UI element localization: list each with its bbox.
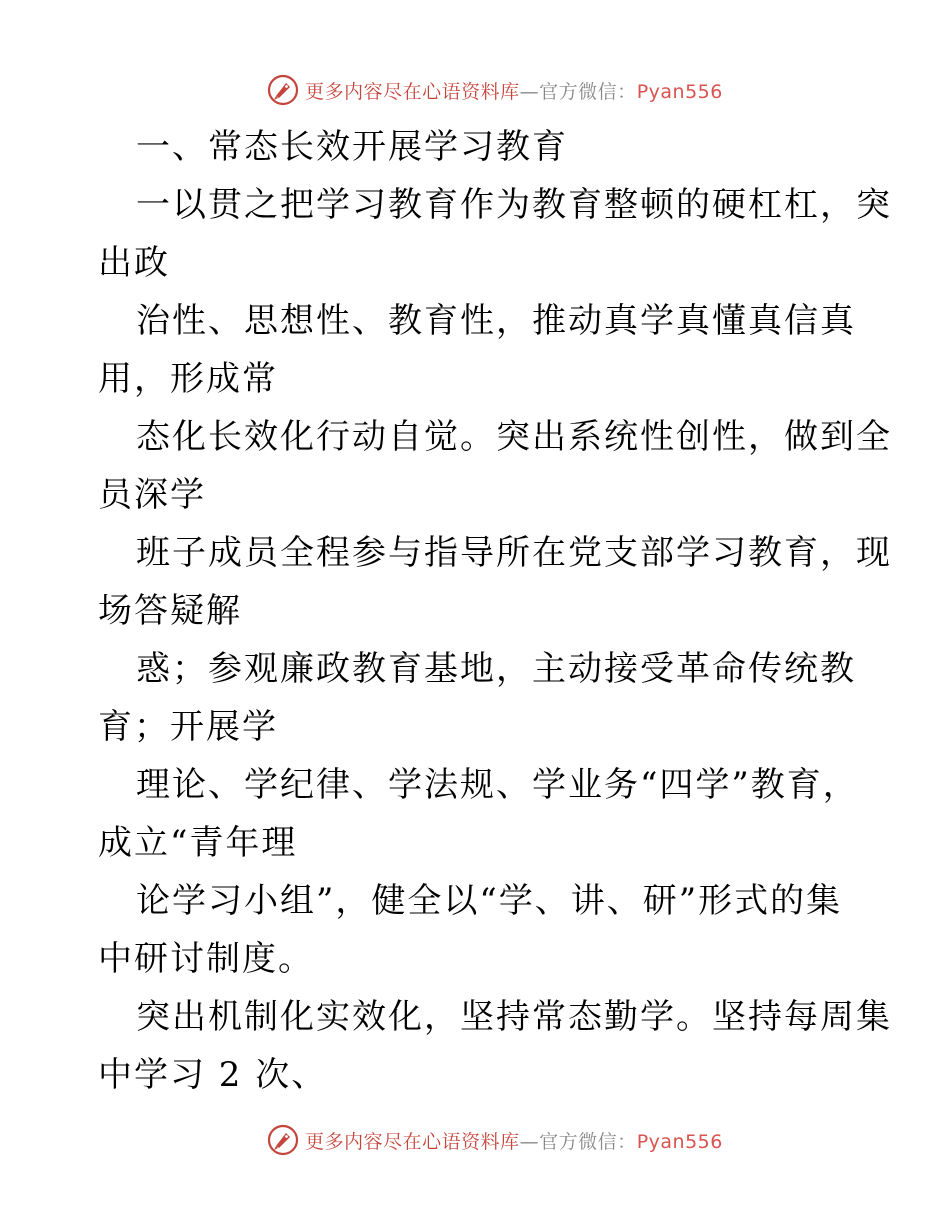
text-line: 突出机制化实效化，坚持常态勤学。坚持每周集 [136,997,892,1037]
text-line: 一以贯之把学习教育作为教育整顿的硬杠杠，突 [136,185,892,225]
footer-brand [305,1127,723,1154]
pen-nib-icon [267,74,299,106]
header-brand [305,77,723,104]
text-line: 治性、思想性、教育性，推动真学真懂真信真 [136,301,856,341]
text-line: 成立“青年理 [98,823,298,863]
footer-watermark [0,1120,950,1160]
footer-wechat-label: 官方微信： [539,1130,637,1153]
header-wechat-id: Pyan556 [636,80,723,103]
text-line: 中学习 2 次、 [98,1055,328,1095]
text-line: 论学习小组”，健全以“学、讲、研”形式的集 [136,881,843,921]
text-line: 中研讨制度。 [98,939,314,979]
footer-wechat-id: Pyan556 [636,1130,723,1153]
header-watermark [0,70,950,110]
text-line: 员深学 [98,475,206,515]
text-line: 出政 [98,243,170,283]
text-line: 理论、学纪律、学法规、学业务“四学”教育， [136,765,859,805]
text-line: 场答疑解 [98,591,242,631]
text-line: 育；开展学 [98,707,278,747]
pen-nib-icon [267,1124,299,1156]
footer-separator: — [519,1130,540,1153]
text-line: 态化长效化行动自觉。突出系统性创性，做到全 [136,417,892,457]
heading-line: 一、常态长效开展学习教育 [136,127,568,167]
header-wechat-label: 官方微信： [539,80,637,103]
header-separator: — [519,80,540,103]
text-line: 惑；参观廉政教育基地，主动接受革命传统教 [136,649,856,689]
document-body [98,118,892,1104]
footer-brand-text: 更多内容尽在心语资料库 [305,1130,520,1153]
text-line: 用，形成常 [98,359,278,399]
header-brand-text: 更多内容尽在心语资料库 [305,80,520,103]
text-line: 班子成员全程参与指导所在党支部学习教育，现 [136,533,892,573]
